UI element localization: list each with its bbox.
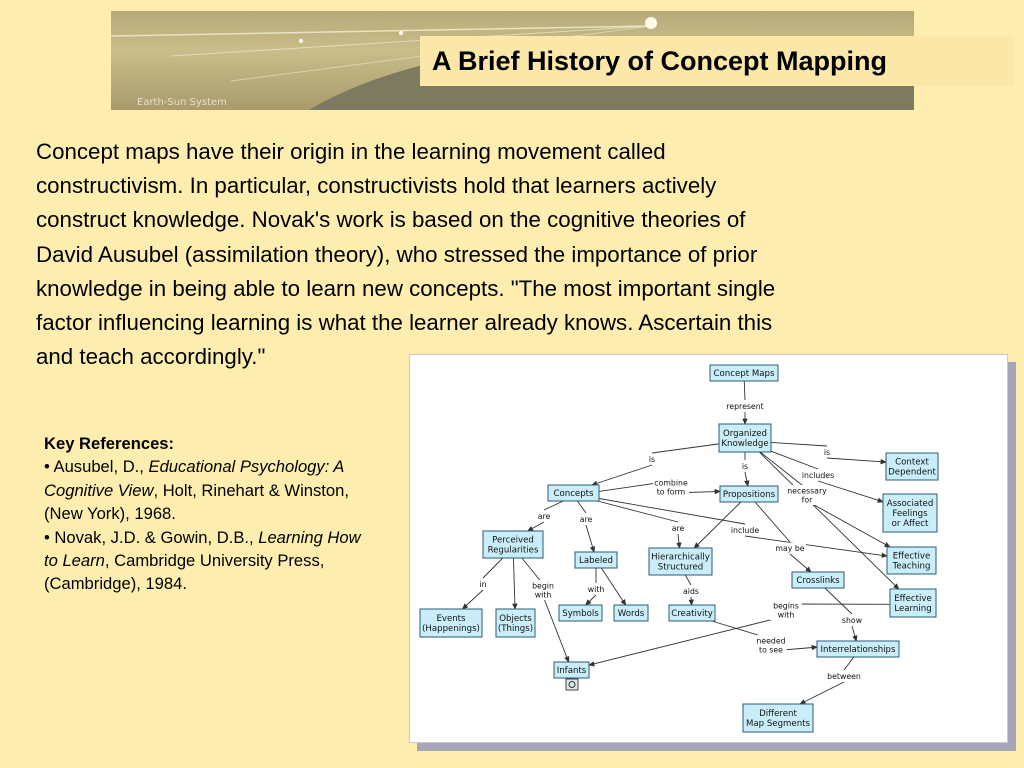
intro-line: and teach accordingly.": [36, 344, 266, 370]
concept-node-hierarchically-structured: [649, 548, 712, 575]
map-edge: [800, 682, 844, 704]
intro-line: factor influencing learning is what the learner already knows. Ascertain this: [36, 310, 773, 336]
concept-node-creativity: [669, 605, 715, 621]
reference-ausubel: [44, 455, 374, 525]
banner-caption: Earth-Sun System: [137, 97, 227, 108]
map-edge: [528, 522, 544, 531]
node-label: Words: [617, 609, 645, 619]
ref-author: • Ausubel, D.,: [44, 457, 149, 477]
node-label: Crosslinks: [796, 576, 840, 586]
node-label: Symbols: [562, 609, 599, 619]
link-label-in: in: [479, 580, 487, 589]
concept-node-context-dependent: [886, 453, 938, 480]
slide-title: A Brief History of Concept Mapping: [420, 36, 1014, 86]
ref-author: • Novak, J.D. & Gowin, D.B.,: [44, 527, 259, 547]
link-label-may-be: may be: [775, 544, 805, 553]
map-edge: [771, 442, 827, 446]
link-label-are-mid: are: [579, 515, 593, 524]
node-label: Objects (Things): [497, 614, 534, 634]
intro-line: knowledge in being able to learn new concepts. "The most important single: [36, 275, 776, 301]
node-label: Concepts: [553, 489, 594, 499]
map-edge: [790, 554, 811, 572]
map-edge: [586, 595, 596, 605]
concept-node-words: [614, 605, 648, 621]
node-label: Effective Teaching: [892, 551, 931, 572]
node-label: Context Dependent: [888, 457, 936, 478]
concept-node-events: [420, 609, 482, 637]
link-label-includes: includes: [801, 471, 835, 480]
concept-node-perceived-regularities: [483, 531, 543, 558]
concept-map-figure: [409, 354, 1008, 743]
map-edge: [744, 381, 745, 400]
map-edge: [844, 657, 854, 670]
map-edge: [462, 590, 483, 609]
node-label: Perceived Regularities: [487, 535, 539, 556]
ref-publisher: , Holt, Rinehart & Winston, (New York), 1968.: [44, 480, 349, 524]
map-edge: [483, 558, 503, 578]
map-edge: [691, 597, 692, 605]
concept-map-diagram: [410, 355, 1009, 744]
concept-node-associated-feelings: [883, 494, 937, 532]
concept-node-infants: [554, 662, 589, 678]
link-label-aids: aids: [683, 587, 699, 596]
map-edge: [852, 626, 856, 641]
map-edge: [513, 558, 515, 609]
node-label: Labeled: [579, 556, 613, 566]
link-label-show: show: [841, 616, 863, 625]
intro-line: Concept maps have their origin in the learning movement called: [36, 139, 666, 164]
resource-icon: [566, 679, 578, 690]
concept-node-propositions: [720, 486, 778, 502]
map-edge: [825, 588, 852, 614]
node-label: Organized Knowledge: [721, 429, 769, 449]
map-edge: [827, 458, 886, 462]
map-edge: [685, 575, 691, 585]
concept-node-different-map-segments: [743, 704, 813, 732]
reference-novak: [44, 526, 374, 596]
concept-node-concept-maps: [710, 365, 778, 381]
link-label-necessary-for: necessary for: [787, 486, 827, 505]
node-label: Effective Learning: [894, 594, 932, 614]
link-label-include: include: [730, 526, 760, 535]
ref-publisher: , Cambridge University Press, (Cambridge), 1984.: [44, 551, 325, 594]
map-edge: [586, 525, 594, 552]
link-label-between: between: [827, 672, 861, 681]
node-label: Creativity: [671, 609, 713, 619]
ref-title: Learning How to Learn: [44, 527, 361, 571]
link-label-represent: represent: [726, 402, 764, 411]
concept-node-interrelationships: [817, 641, 899, 657]
node-label: Associated Feelings or Affect: [886, 499, 934, 529]
link-label-are-low: are: [671, 524, 685, 533]
node-label: Concept Maps: [713, 369, 775, 379]
node-label: Events (Happenings): [422, 614, 480, 634]
node-label: Hierarchically Structured: [651, 552, 710, 573]
map-edge: [755, 502, 790, 542]
node-label: Infants: [556, 666, 587, 676]
map-edge: [652, 444, 719, 453]
concept-node-labeled: [575, 552, 617, 568]
concept-node-concepts: [548, 485, 599, 501]
concept-node-organized-knowledge: [719, 424, 771, 452]
node-label: Different Map Segments: [745, 709, 811, 729]
intro-line: David Ausubel (assimilation theory), who stressed the importance of prior: [36, 241, 758, 267]
link-label-is-mid: is: [741, 462, 749, 471]
node-label: Propositions: [722, 490, 776, 500]
map-edge: [544, 501, 563, 510]
link-label-are-left: are: [537, 512, 551, 521]
link-label-is-right: is: [823, 448, 831, 457]
intro-paragraph: [36, 135, 996, 374]
intro-line: construct knowledge. Novak's work is based on the cognitive theories of: [36, 207, 746, 233]
link-label-with: with: [587, 585, 605, 594]
map-edge: [678, 534, 679, 548]
references-heading: Key References:: [44, 434, 175, 453]
map-edge: [577, 501, 586, 513]
link-label-begin-with: begin with: [532, 581, 554, 600]
link-label-combine-to-form: combine to form: [654, 478, 688, 497]
map-edge: [597, 501, 678, 522]
link-label-needed-to-see: needed to see: [756, 636, 786, 655]
concept-node-symbols: [559, 605, 602, 621]
ref-title: Educational Psychology: A Cognitive View: [44, 457, 344, 500]
link-label-begins-with: begins with: [773, 601, 799, 620]
map-edge: [745, 472, 748, 486]
key-references: [44, 432, 374, 596]
map-edge: [592, 465, 652, 485]
node-label: Interrelationships: [820, 645, 896, 655]
intro-line: constructivism. In particular, constructivists hold that learners actively: [36, 173, 717, 199]
concept-node-effective-teaching: [887, 547, 936, 574]
concept-node-crosslinks: [792, 572, 844, 588]
concept-node-objects: [496, 609, 535, 637]
map-edge: [745, 536, 887, 556]
concept-node-effective-learning: [890, 589, 936, 617]
link-label-is-left: is: [648, 455, 656, 464]
